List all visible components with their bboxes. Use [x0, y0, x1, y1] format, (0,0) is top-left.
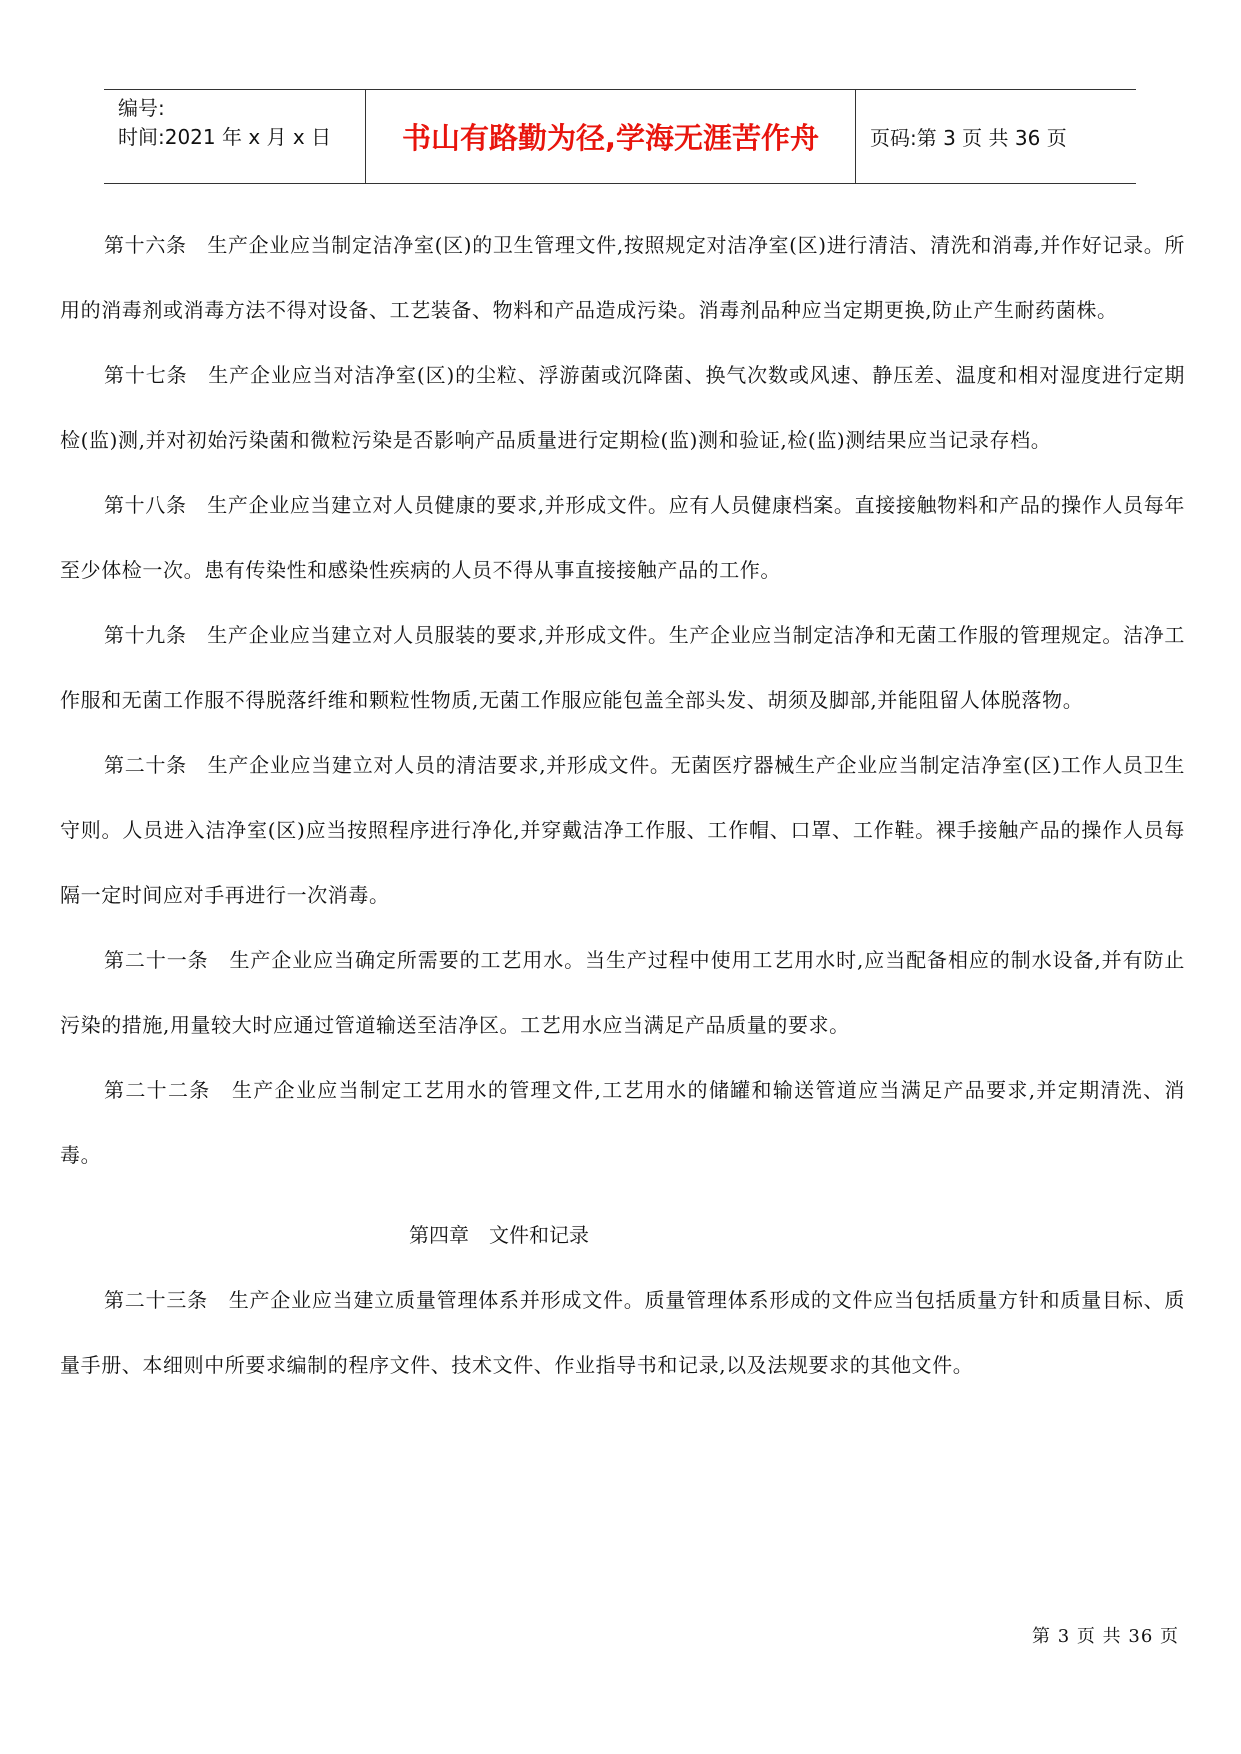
article-16: 第十六条 生产企业应当制定洁净室(区)的卫生管理文件,按照规定对洁净室(区)进行清洁、清洗和消毒,并作好记录。所用的消毒剂或消毒方法不得对设备、工艺装备、物料和产品造成污染。消毒剂品种应当定期更换,防止产生耐药菌株。 — [60, 233, 1185, 322]
header-motto-cell — [366, 90, 856, 183]
header-page-cell — [856, 90, 1136, 183]
document-body — [60, 213, 1185, 1398]
article-17: 第十七条 生产企业应当对洁净室(区)的尘粒、浮游菌或沉降菌、换气次数或风速、静压差、温度和相对湿度进行定期检(监)测,并对初始污染菌和微粒污染是否影响产品质量进行定期检(监)测和验证,检(监)测结果应当记录存档。 — [60, 363, 1185, 452]
chapter-title: 第四章 文件和记录 — [409, 1223, 589, 1247]
article-22: 第二十二条 生产企业应当制定工艺用水的管理文件,工艺用水的储罐和输送管道应当满足产品要求,并定期清洗、消毒。 — [60, 1078, 1185, 1167]
article-21: 第二十一条 生产企业应当确定所需要的工艺用水。当生产过程中使用工艺用水时,应当配备相应的制水设备,并有防止污染的措施,用量较大时应通过管道输送至洁净区。工艺用水应当满足产品质量的要求。 — [60, 948, 1185, 1037]
header-motto: 书山有路勤为径,学海无涯苦作舟 — [401, 121, 820, 155]
article-20: 第二十条 生产企业应当建立对人员的清洁要求,并形成文件。无菌医疗器械生产企业应当制定洁净室(区)工作人员卫生守则。人员进入洁净室(区)应当按照程序进行净化,并穿戴洁净工作服、工作帽、口罩、工作鞋。裸手接触产品的操作人员每隔一定时间应对手再进行一次消毒。 — [60, 753, 1185, 907]
header-meta-cell — [104, 90, 366, 183]
page-footer: 第 3 页 共 36 页 — [1032, 1626, 1179, 1647]
document-number-label: 编号: — [118, 96, 165, 120]
article-23: 第二十三条 生产企业应当建立质量管理体系并形成文件。质量管理体系形成的文件应当包括质量方针和质量目标、质量手册、本细则中所要求编制的程序文件、技术文件、作业指导书和记录,以及法规要求的其他文件。 — [60, 1288, 1185, 1377]
document-time-label: 时间:2021 年 x 月 x 日 — [118, 125, 332, 149]
header-table — [104, 89, 1136, 184]
article-19: 第十九条 生产企业应当建立对人员服装的要求,并形成文件。生产企业应当制定洁净和无菌工作服的管理规定。洁净工作服和无菌工作服不得脱落纤维和颗粒性物质,无菌工作服应能包盖全部头发、胡须及脚部,并能阻留人体脱落物。 — [60, 623, 1185, 712]
header-page-code: 页码:第 3 页 共 36 页 — [870, 126, 1067, 150]
article-18: 第十八条 生产企业应当建立对人员健康的要求,并形成文件。应有人员健康档案。直接接触物料和产品的操作人员每年至少体检一次。患有传染性和感染性疾病的人员不得从事直接接触产品的工作。 — [60, 493, 1185, 582]
